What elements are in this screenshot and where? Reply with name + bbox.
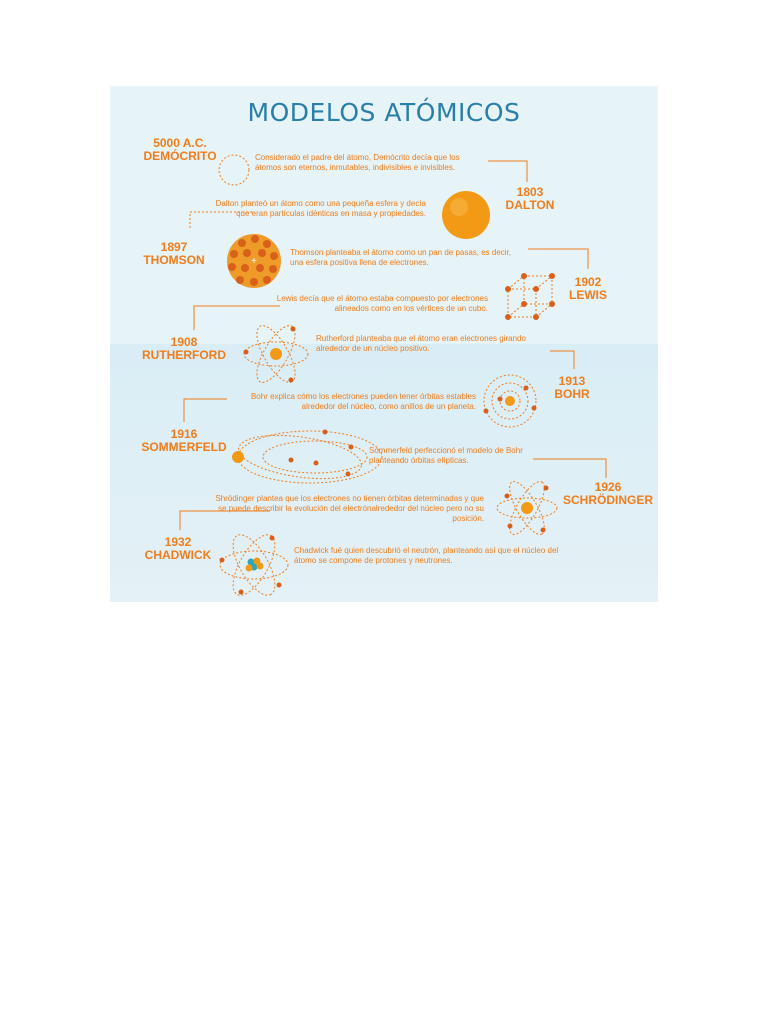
rutherford-year: 1908 (170, 335, 198, 349)
chadwick-name: CHADWICK (144, 548, 212, 562)
bohr-description: Bohr explica cómo los electrones pueden tener órbitas estables alrededor del núcleo, como anillos de un planeta. (250, 392, 476, 411)
thomson-description: Thomson planteaba el átomo como un pan de pasas, es decir, una esfera positiva llena de electrones. (290, 248, 512, 267)
bohr-label (546, 375, 598, 401)
dalton-atom (442, 191, 490, 239)
democritus-atom (219, 155, 249, 185)
sommerfeld-atom (232, 429, 382, 486)
dalton-description: Dalton planteó un átomo como una pequeña esfera y decía que eran partículas idénticas en masa y propiedades. (215, 199, 426, 218)
sommerfeld-description: Sommerfeld perfeccionó el modelo de Bohr planteando órbitas elípticas. (369, 446, 523, 465)
democritus-name: DEMÓCRITO (143, 149, 217, 163)
bohr-year: 1913 (558, 374, 586, 388)
bohr-atom (484, 375, 537, 427)
chadwick-description: Chadwick fué quien descubrió el neutrón, planteando así que el núcleo del átomo se compone de protones y neutrones. (294, 546, 559, 565)
bohr-name: BOHR (554, 387, 590, 401)
sommerfeld-name: SOMMERFELD (141, 440, 227, 454)
dalton-label (498, 186, 562, 212)
rutherford-name: RUTHERFORD (142, 348, 226, 362)
thomson-label (134, 241, 214, 267)
dalton-name: DALTON (505, 198, 555, 212)
lewis-label (560, 276, 616, 302)
thomson-atom (227, 234, 281, 288)
thomson-year: 1897 (160, 240, 188, 254)
schrodinger-atom (497, 477, 557, 539)
lewis-description: Lewis decía que el átomo estaba compuesto por electrones alineados como en los vértices de un cubo. (276, 294, 488, 313)
democritus-description: Considerado el padre del átomo, Demócrito decía que los átomos son eternos, inmutables, indivisibles e invisibles. (255, 153, 460, 172)
chadwick-year: 1932 (164, 535, 192, 549)
sommerfeld-label (138, 428, 230, 454)
democritus-label (140, 137, 220, 163)
thomson-name: THOMSON (143, 253, 205, 267)
schrodinger-name: SCHRÖDINGER (562, 493, 653, 507)
svg-text:+: + (251, 256, 257, 267)
rutherford-label (138, 336, 230, 362)
chadwick-label (138, 536, 218, 562)
sommerfeld-year: 1916 (170, 427, 198, 441)
rutherford-description: Rutherford planteaba que el átomo eran electrones girando alrededor de un núcleo positivo. (316, 334, 526, 353)
rutherford-atom (244, 320, 309, 387)
schrodinger-label (558, 481, 658, 507)
atomic-models-infographic (110, 86, 658, 602)
schrodinger-year: 1926 (594, 480, 622, 494)
schrodinger-description: Shrödinger plantea que los electrones no tienen órbitas determinadas y que se puede describir la evolución del electrónalrededor del núcleo pero no su posición. (215, 494, 484, 523)
lewis-name: LEWIS (569, 288, 607, 302)
lewis-year: 1902 (574, 275, 602, 289)
lewis-atom (505, 273, 555, 320)
dalton-year: 1803 (516, 185, 544, 199)
page-title: MODELOS ATÓMICOS (247, 98, 521, 127)
chadwick-atom (220, 529, 289, 602)
democritus-year: 5000 A.C. (153, 136, 207, 150)
